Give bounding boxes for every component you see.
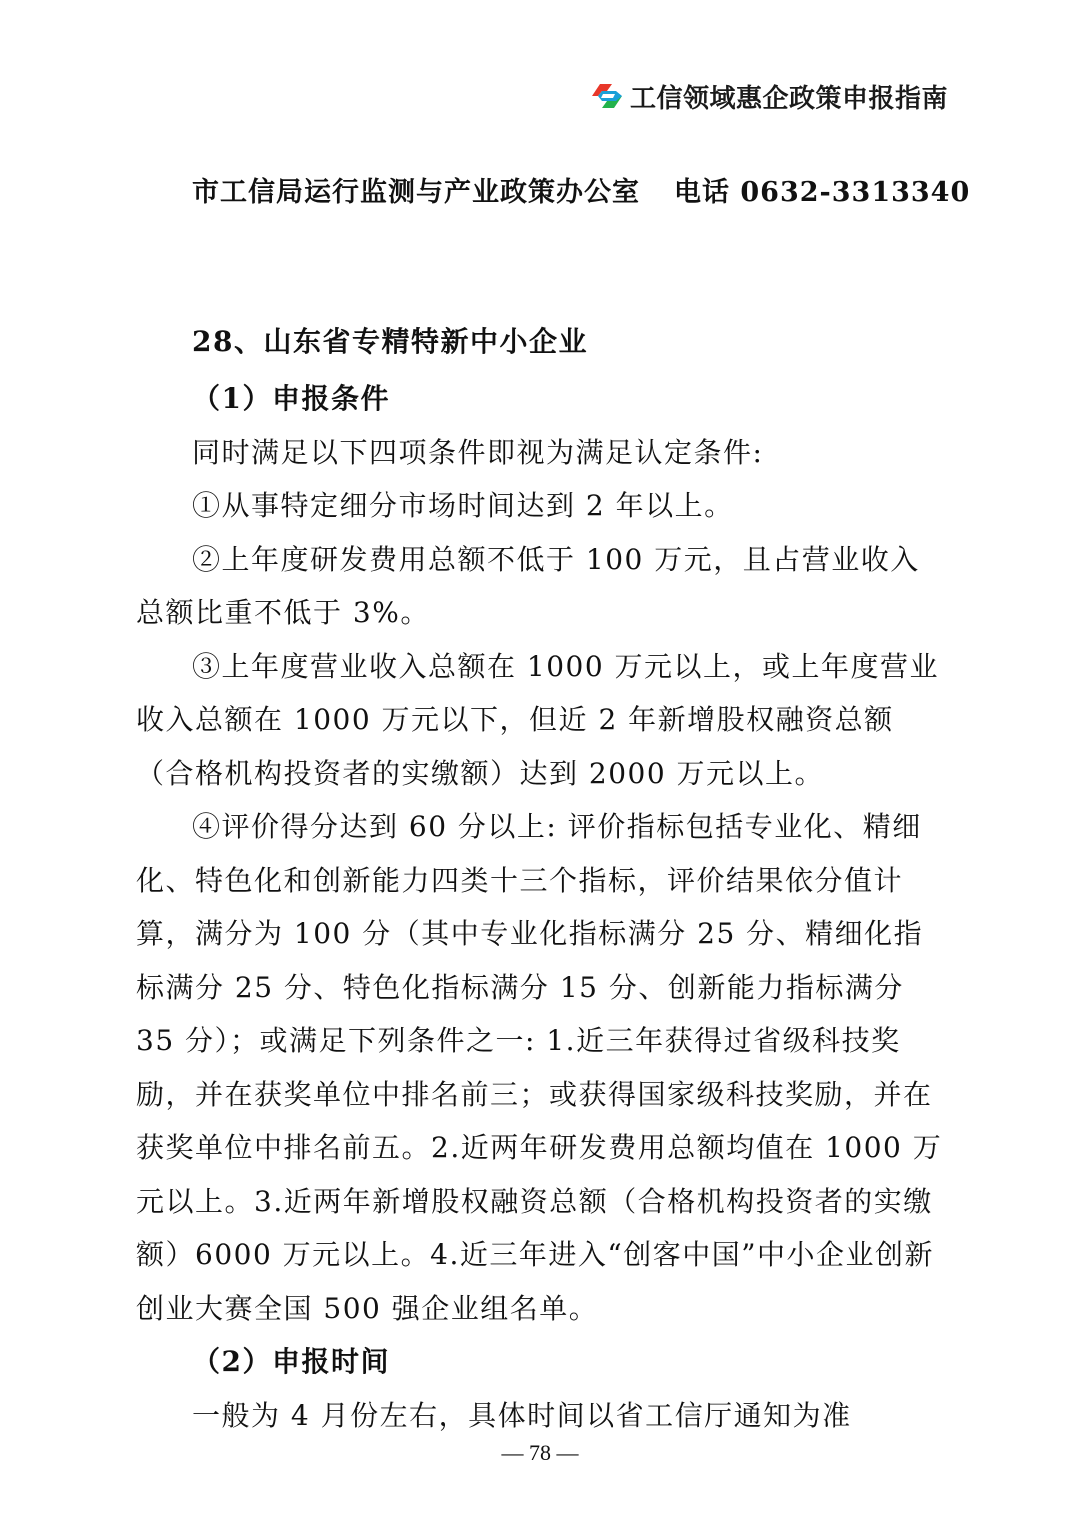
miit-policy-logo-icon [590,81,624,111]
conditions-intro: 同时满足以下四项条件即视为满足认定条件: [192,435,764,469]
time-text: 一般为 4 月份左右，具体时间以省工信厅通知为准 [192,1398,852,1432]
condition-item-2: ②上年度研发费用总额不低于 100 万元，且占营业收入总额比重不低于 3%。 [136,542,920,629]
condition-item-4: ④评价得分达到 60 分以上: 评价指标包括专业化、精细化、特色化和创新能力四类十三个指标，评价结果依分值计算，满分为 100 分（其中专业化指标满分 25 分、精细化指标满分 25 分、特色化指标满分 15 分、创新能力指标满分 35 分）；或满足下列条件之一: 1.近三年获得过省级科技奖励，并在获奖单位中排名前三；或获得国家级科技奖励，并在获奖单位中排名前五。2.近两年研发费用总额均值在 1000 万元以上。3.近两年新增股权融资总额（合格机构投资者的实缴额）6000 万元以上。4.近三年进入“创客中国”中小企业创新创业大赛全国 500 强企业组名单。 [136,810,943,1325]
time-heading: （2）申报时间 [192,1345,390,1378]
section-title: 28、山东省专精特新中小企业 [192,325,588,358]
condition-item-1: ①从事特定细分市场时间达到 2 年以上。 [192,489,734,522]
condition-item-3: ③上年度营业收入总额在 1000 万元以上，或上年度营业收入总额在 1000 万元以下，但近 2 年新增股权融资总额（合格机构投资者的实缴额）达到 2000 万元以上。 [136,649,940,790]
document-header [590,76,948,116]
header-title: 工信领域惠企政策申报指南 [629,83,948,114]
contact-line [192,170,971,209]
page-number: — 78 — [501,1440,579,1465]
contact-phone: 电话 0632-3313340 [674,177,971,208]
contact-office: 市工信局运行监测与产业政策办公室 [192,177,640,208]
section-body [136,372,944,1442]
conditions-heading: （1）申报条件 [192,382,390,415]
